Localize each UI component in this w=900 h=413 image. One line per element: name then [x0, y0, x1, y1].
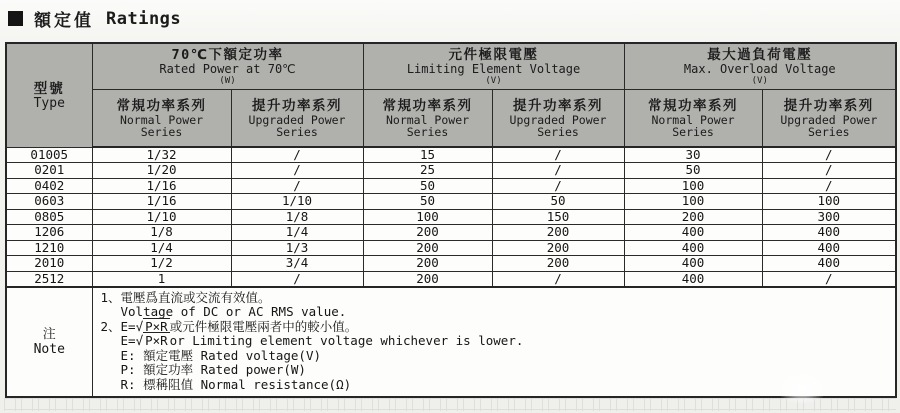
- table-cell: /: [231, 178, 363, 194]
- radical-sign: √: [135, 318, 144, 334]
- table-cell: /: [492, 147, 624, 163]
- table-cell: 50: [363, 194, 492, 210]
- subheader-en2: Series: [808, 124, 850, 139]
- subheader-en1: Upgraded Power: [509, 112, 607, 127]
- subheader-zh: 常規功率系列: [116, 97, 207, 114]
- table-cell: 400: [762, 240, 896, 256]
- title-square-icon: [8, 11, 23, 26]
- table-cell: 400: [624, 256, 762, 272]
- note-line-1-zh: 1、電壓爲直流或交流有效值。: [100, 289, 271, 305]
- note-label-en: Note: [33, 341, 65, 357]
- group-overload-voltage-unit: (V): [751, 75, 768, 86]
- table-cell: 400: [762, 256, 896, 272]
- table-cell: /: [231, 147, 363, 163]
- table-cell: 200: [624, 209, 762, 225]
- subheader-zh: 提升功率系列: [513, 97, 604, 114]
- note-label: [6, 287, 92, 397]
- table-cell: /: [762, 163, 896, 179]
- group-rated-power-unit: (W): [219, 75, 236, 86]
- table-cell: 200: [492, 256, 624, 272]
- group-header-row: [6, 43, 896, 89]
- table-cell: 1: [92, 271, 231, 287]
- subheader-en1: Upgraded Power: [780, 112, 878, 127]
- cell-type: 0201: [6, 163, 92, 179]
- group-limiting-voltage-zh: 元件極限電壓: [448, 46, 539, 63]
- radicand: P×R: [145, 333, 168, 349]
- subheader-en1: Normal Power: [651, 112, 735, 127]
- subheader-en1: Upgraded Power: [248, 112, 346, 127]
- table-row: [6, 194, 896, 210]
- table-row: [6, 147, 896, 163]
- table-cell: 400: [624, 225, 762, 241]
- table-cell: 200: [363, 240, 492, 256]
- table-cell: 1/4: [231, 225, 363, 241]
- table-cell: 3/4: [231, 256, 363, 272]
- subheader-en2: Series: [140, 124, 183, 139]
- table-cell: 300: [762, 209, 896, 225]
- subheader-zh: 提升功率系列: [783, 97, 874, 114]
- table-cell: /: [762, 178, 896, 194]
- table-cell: 200: [363, 271, 492, 287]
- note-row: [6, 287, 896, 397]
- note-line-2-zh: 2、E=√ P×R 或元件極限電壓兩者中的較小值。: [100, 318, 358, 334]
- page-title: [8, 6, 181, 31]
- table-cell: 1/10: [231, 194, 363, 210]
- table-cell: 100: [624, 178, 762, 194]
- subheader-upgraded-power-w: [231, 89, 363, 147]
- table-cell: 25: [363, 163, 492, 179]
- note-def-r: R: 標稱阻值 Normal resistance(Ω): [120, 377, 352, 393]
- table-cell: 15: [363, 147, 492, 163]
- page-title-zh: 額定值: [34, 11, 94, 31]
- table-row: [6, 163, 896, 179]
- group-limiting-voltage-en: Limiting Element Voltage: [406, 61, 581, 76]
- table-cell: /: [492, 271, 624, 287]
- type-header-en: Type: [33, 95, 65, 111]
- table-cell: 400: [624, 271, 762, 287]
- table-cell: 200: [492, 225, 624, 241]
- table-cell: 30: [624, 147, 762, 163]
- cell-type: 2512: [6, 271, 92, 287]
- table-cell: 1/32: [92, 147, 231, 163]
- table-cell: 1/3: [231, 240, 363, 256]
- table-row: [6, 271, 896, 287]
- table-cell: 100: [624, 194, 762, 210]
- table-row: [6, 209, 896, 225]
- group-overload-voltage-zh: 最大過負荷電壓: [707, 46, 813, 63]
- group-header-rated-power: [92, 43, 363, 89]
- table-cell: 50: [363, 178, 492, 194]
- page-title-en: Ratings: [106, 8, 182, 29]
- table-cell: 150: [492, 209, 624, 225]
- subheader-upgraded-power-lev: [492, 89, 624, 147]
- subheader-en1: Normal Power: [119, 112, 204, 127]
- table-row: [6, 256, 896, 272]
- cell-type: 0603: [6, 194, 92, 210]
- table-cell: /: [492, 163, 624, 179]
- sub-header-row: [6, 89, 896, 147]
- note-def-e: E: 額定電壓 Rated voltage(V): [120, 347, 322, 363]
- group-rated-power-zh: 70℃下額定功率: [171, 46, 284, 63]
- radical-sign: √: [135, 333, 144, 349]
- cell-type: 1206: [6, 225, 92, 241]
- table-cell: 100: [762, 194, 896, 210]
- subheader-normal-power-w: [92, 89, 231, 147]
- type-header-zh: 型號: [33, 80, 65, 97]
- table-cell: 200: [363, 256, 492, 272]
- subheader-normal-power-lev: [363, 89, 492, 147]
- table-cell: 1/16: [92, 194, 231, 210]
- table-row: [6, 178, 896, 194]
- table-cell: /: [762, 271, 896, 287]
- table-cell: 1/10: [92, 209, 231, 225]
- subheader-en2: Series: [406, 124, 449, 139]
- table-cell: 1/20: [92, 163, 231, 179]
- table-cell: /: [492, 178, 624, 194]
- group-header-limiting-voltage: [363, 43, 624, 89]
- group-header-overload-voltage: [624, 43, 896, 89]
- subheader-upgraded-power-mov: [762, 89, 896, 147]
- table-cell: 100: [363, 209, 492, 225]
- subheader-normal-power-mov: [624, 89, 762, 147]
- subheader-en2: Series: [537, 124, 579, 139]
- cell-type: 01005: [6, 147, 92, 163]
- table-cell: 400: [624, 240, 762, 256]
- group-overload-voltage-en: Max. Overload Voltage: [683, 61, 836, 76]
- subheader-en1: Normal Power: [385, 112, 470, 127]
- note-line-2-en: E=√ P×R or Limiting element voltage whichever is lower.: [120, 333, 524, 349]
- table-cell: /: [231, 271, 363, 287]
- table-cell: 200: [363, 225, 492, 241]
- cell-type: 0805: [6, 209, 92, 225]
- table-cell: /: [231, 163, 363, 179]
- cell-type: 1210: [6, 240, 92, 256]
- radicand: P×R: [145, 318, 168, 334]
- note-line-1-en: Voltage of DC or AC RMS value.: [120, 304, 347, 320]
- table-cell: 1/16: [92, 178, 231, 194]
- group-rated-power-en: Rated Power at 70℃: [159, 61, 296, 76]
- table-cell: 1/8: [92, 225, 231, 241]
- note-def-p: P: 額定功率 Rated power(W): [120, 362, 306, 378]
- scan-flare-artifact: [776, 371, 828, 405]
- cell-type: 2010: [6, 256, 92, 272]
- table-cell: 1/2: [92, 256, 231, 272]
- group-limiting-voltage-unit: (V): [485, 75, 502, 86]
- table-cell: 50: [624, 163, 762, 179]
- subheader-zh: 常規功率系列: [382, 97, 473, 114]
- ratings-table: [5, 42, 897, 398]
- bottom-decorative-pattern: [4, 398, 896, 411]
- table-cell: /: [762, 147, 896, 163]
- subheader-en2: Series: [672, 124, 714, 139]
- table-cell: 400: [762, 225, 896, 241]
- table-row: [6, 240, 896, 256]
- subheader-en2: Series: [276, 124, 318, 139]
- table-row: [6, 225, 896, 241]
- subheader-zh: 常規功率系列: [648, 97, 739, 114]
- table-cell: 1/4: [92, 240, 231, 256]
- table-cell: 1/8: [231, 209, 363, 225]
- cell-type: 0402: [6, 178, 92, 194]
- subheader-zh: 提升功率系列: [252, 97, 342, 114]
- col-header-type: [6, 43, 92, 147]
- table-cell: 200: [492, 240, 624, 256]
- note-label-zh: 注: [42, 326, 56, 342]
- table-cell: 50: [492, 194, 624, 210]
